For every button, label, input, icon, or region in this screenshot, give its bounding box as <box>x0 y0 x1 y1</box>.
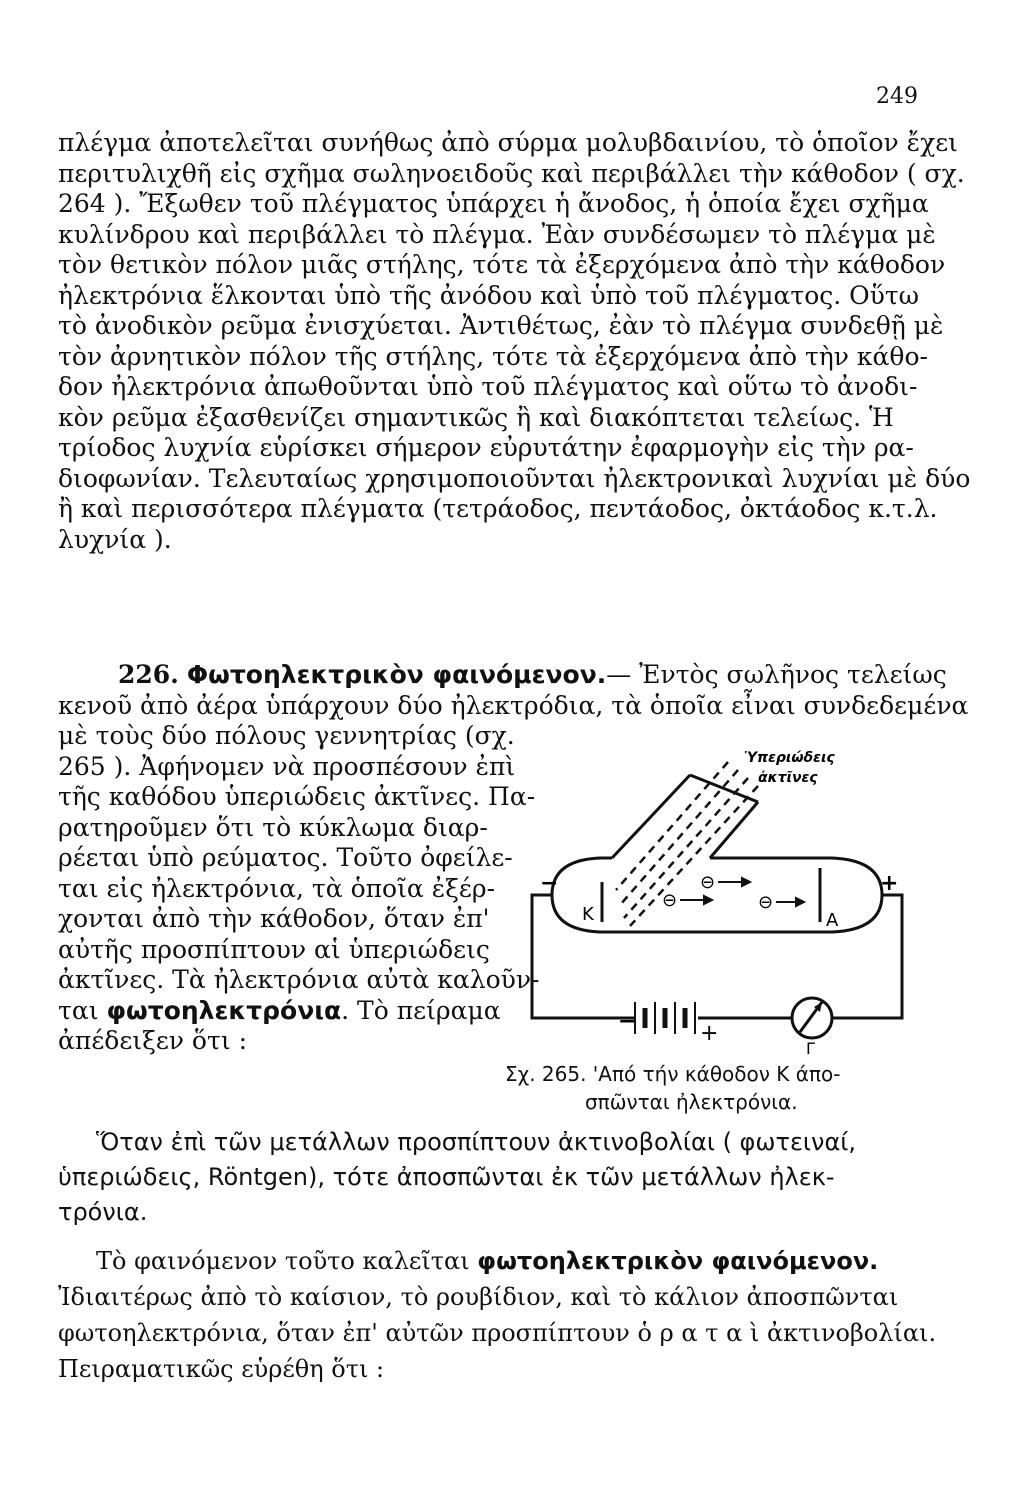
text-line: τῆς καθόδου ὑπεριώδεις ἀκτῖνες. Πα- <box>58 782 536 811</box>
text-line: Ἰδιαιτέρως ἀπὸ τὸ καίσιον, τὸ ρουβίδιον, καὶ τὸ κάλιον ἀποσπῶνται <box>58 1283 899 1311</box>
label-tube-plus: + <box>880 871 899 896</box>
text-line: κὸν ρεῦμα ἐξασθενίζει σημαντικῶς ἢ καὶ διακόπτεται τελείως. Ἡ <box>58 402 894 432</box>
wire-right <box>832 895 902 1018</box>
text-line <box>58 1315 937 1351</box>
electron-symbol: ⊖ <box>758 892 774 913</box>
section-number: 226. <box>118 660 179 689</box>
text-line: ὑπεριώδεις, Röntgen), τότε ἀποσπῶνται ἐκ τῶν μετάλλων ἠλεκ- <box>58 1163 835 1191</box>
tube-arm-edge <box>612 775 690 858</box>
label-tube-minus: − <box>540 871 559 896</box>
caption-line: σπῶνται ἠλεκτρόνια. <box>585 1090 798 1114</box>
text-line: περιτυλιχθῆ εἰς σχῆμα σωληνοειδοῦς καὶ περιβάλλει τὴν κάθοδον ( σχ. <box>58 158 965 188</box>
label-rays: ἀκτῖνες <box>758 770 818 786</box>
label-battery-minus: − <box>618 1009 637 1034</box>
label-anode: A <box>826 910 839 931</box>
text-line: πλέγμα ἀποτελεῖται συνήθως ἀπὸ σύρμα μολυβδαινίου, τὸ ὁποῖον ἔχει <box>58 128 958 157</box>
paragraph-photoelectric-effect <box>58 1243 937 1387</box>
text-line: αὐτῆς προσπίπτουν αἱ ὑπεριώδεις <box>58 934 490 964</box>
text-line: Ὅταν ἐπὶ τῶν μετάλλων προσπίπτουν ἀκτινοβολίαι ( φωτειναί, <box>96 1128 857 1156</box>
text-fragment: ἀκτινοβολίαι. <box>759 1319 937 1347</box>
text-line: ἀπέδειξεν ὅτι : <box>58 1026 247 1055</box>
paragraph-triode <box>58 128 971 555</box>
section-dash: — <box>606 660 632 689</box>
caption-line: Σχ. 265. 'Από τήν κάθοδον Κ άπο- <box>505 1062 841 1086</box>
figure-caption <box>505 1060 925 1116</box>
electron-symbol: ⊖ <box>700 872 716 893</box>
text-line: 264 ). Ἔξωθεν τοῦ πλέγματος ὑπάρχει ἡ ἄνοδος, ἡ ὁποία ἔχει σχῆμα <box>58 189 929 218</box>
text-line: ἀκτῖνες. Τὰ ἠλεκτρόνια αὐτὰ καλοῦν- <box>58 965 540 994</box>
battery <box>635 1002 695 1034</box>
section-first-line-rest: Ἐντὸς σωλῆνος τελείως <box>631 660 947 689</box>
circuit-diagram <box>520 740 920 1055</box>
text-line: Πειραματικῶς εὑρέθη ὅτι : <box>58 1355 385 1383</box>
text-line: τρόνια. <box>58 1198 148 1226</box>
text-fragment: ται <box>58 995 107 1025</box>
text-line: κυλίνδρου καὶ περιβάλλει τὸ πλέγμα. Ἐὰν συνδέσωμεν τὸ πλέγμα μὲ <box>58 219 936 249</box>
text-line: ἢ καὶ περισσότερα πλέγματα (τετράοδος, πεντάοδος, ὀκτάοδος κ.τ.λ. <box>58 494 938 523</box>
text-line: τὸν ἀρνητικὸν πόλον τῆς στήλης, τότε τὰ ἐξερχόμενα ἀπὸ τὴν κάθο- <box>58 341 928 371</box>
label-cathode: K <box>582 904 594 925</box>
text-line: χονται ἀπὸ τὴν κάθοδον, ὅταν ἐπ' <box>58 904 490 933</box>
text-line: μὲ τοὺς δύο πόλους γεννητρίας (σχ. <box>58 721 515 750</box>
text-fragment: . Τὸ πείραμα <box>341 995 501 1025</box>
label-battery-plus: + <box>700 1021 719 1046</box>
electron-arrows <box>680 878 804 906</box>
uv-rays <box>616 762 758 926</box>
bold-term-photoelectric-effect: φωτοηλεκτρικὸν φαινόμενον. <box>477 1247 879 1275</box>
electron-symbol: ⊖ <box>662 890 678 911</box>
text-line: 265 ). Ἀφήνομεν νὰ προσπέσουν ἐπὶ <box>58 751 516 781</box>
label-ultraviolet: Ὑπεριώδεις <box>744 750 835 766</box>
text-line: ρέεται ὑπὸ ρεύματος. Τοῦτο ὀφείλε- <box>58 843 513 872</box>
section-title: Φωτοηλεκτρικὸν φαινόμενον. <box>186 660 607 689</box>
page-number: 249 <box>876 84 918 109</box>
section-heading-line <box>58 660 947 691</box>
text-line: κενοῦ ἀπὸ ἀέρα ὑπάρχουν δύο ἠλεκτρόδια, τὰ ὁποῖα εἶναι συνδεδεμένα <box>58 690 969 720</box>
text-line: δον ἠλεκτρόνια ἀπωθοῦνται ὑπὸ τοῦ πλέγματος καὶ οὕτω τὸ ἀνοδι- <box>58 372 918 401</box>
text-line: ἠλεκτρόνια ἕλκονται ὑπὸ τῆς ἀνόδου καὶ ὑπὸ τοῦ πλέγματος. Οὕτω <box>58 280 920 310</box>
bold-term-photoelectrons: φωτοηλεκτρόνια <box>106 995 342 1025</box>
text-line: λυχνία ). <box>58 524 172 554</box>
label-galvanometer: Γ <box>806 1039 815 1055</box>
text-line: διοφωνίαν. Τελευταίως χρησιμοποιοῦνται ἠλεκτρονικαὶ λυχνίαι μὲ δύο <box>58 463 971 493</box>
text-line: τρίοδος λυχνία εὑρίσκει σήμερον εὐρυτάτην ἐφαρμογὴν εἰς τὴν ρα- <box>58 433 914 462</box>
text-line: τὸν θετικὸν πόλον μιᾶς στήλης, τότε τὰ ἐξερχόμενα ἀπὸ τὴν κάθοδον <box>58 250 946 279</box>
text-line <box>58 1243 898 1279</box>
text-line: ρατηροῦμεν ὅτι τὸ κύκλωμα διαρ- <box>58 812 488 842</box>
text-fragment: φωτοηλεκτρόνια, ὅταν ἐπ' αὐτῶν προσπίπτουν <box>58 1319 638 1347</box>
text-line: τὸ ἀνοδικὸν ρεῦμα ἐνισχύεται. Ἀντιθέτως, ἐὰν τὸ πλέγμα συνδεθῇ μὲ <box>58 311 944 340</box>
statement-photoemission <box>58 1125 898 1230</box>
figure-photoelectric-circuit <box>520 740 920 1055</box>
text-line: ται εἰς ἠλεκτρόνια, τὰ ὁποῖα ἐξέρ- <box>58 873 496 903</box>
spaced-word-visible: ὁ ρ α τ α ὶ <box>637 1319 760 1347</box>
text-fragment: Τὸ φαινόμενον τοῦτο καλεῖται <box>96 1247 478 1275</box>
